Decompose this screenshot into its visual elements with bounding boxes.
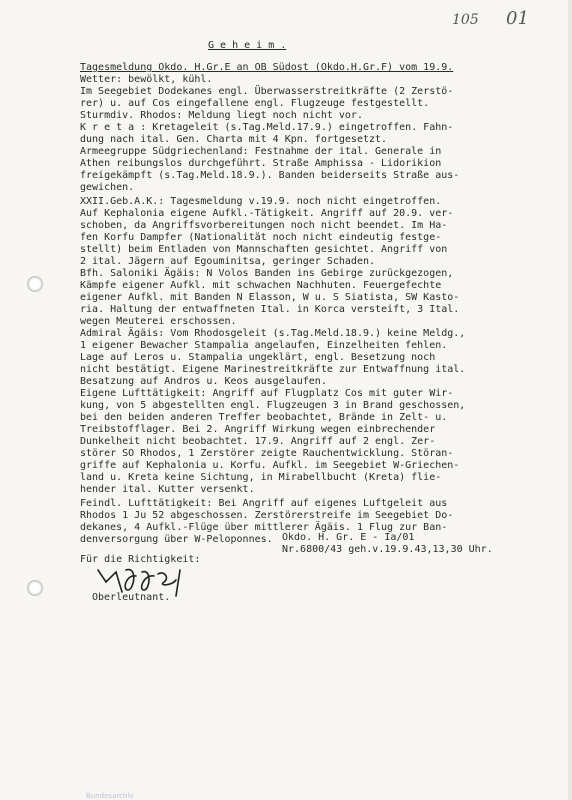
body-line: 2 ital. Jägern auf Egouminitsa, geringer Schaden. (80, 256, 376, 267)
archive-stamp: Bundesarchiv (86, 792, 134, 800)
body-line: Dunkelheit nicht beobachtet. 17.9. Angriff auf 2 engl. Zer- (80, 436, 436, 447)
body-line: Sturmdiv. Rhodos: Meldung liegt noch nicht vor. (80, 110, 363, 121)
body-line: bei den beiden anderen Treffer beobachtet, Brände in Zelt- u. (80, 412, 448, 423)
body-line: eigener Aufkl. mit Banden N Elasson, W u. S Siatista, SW Kasto- (80, 292, 460, 303)
body-line: Feindl. Lufttätigkeit: Bei Angriff auf eigenes Luftgeleit aus (80, 498, 448, 509)
body-line: gewichen. (80, 182, 135, 193)
rank-line: Oberleutnant. (92, 592, 171, 603)
body-line: Im Seegebiet Dodekanes engl. Überwasserstreitkräfte (2 Zerstö- (80, 86, 454, 97)
punch-hole-bottom (27, 580, 43, 596)
body-line: freigekämpft (s.Tag.Meld.18.9.). Banden beiderseits Straße aus- (80, 170, 460, 181)
body-line: dung nach ital. Gen. Charta mit 4 Kpn. fortgesetzt. (80, 134, 388, 145)
body-line: dekanes, 4 Aufkl.-Flüge über mittlerer Ägäis. 1 Flug zur Ban- (80, 522, 448, 533)
body-line: griffe auf Kephalonia u. Korfu. Aufkl. im Seegebiet W-Griechen- (80, 460, 460, 471)
report-title: Tagesmeldung Okdo. H.Gr.E an OB Südost (Okdo.H.Gr.F) vom 19.9. (80, 62, 454, 73)
body-line: Lage auf Leros u. Stampalia ungeklärt, engl. Besetzung noch (80, 352, 436, 363)
punch-hole-top (27, 276, 43, 292)
body-line: ria. Haltung der entwaffneten Ital. in Korca versteift, 3 Ital. (80, 304, 460, 315)
body-line: hender ital. Kutter versenkt. (80, 484, 255, 495)
body-line: schoben, da Angriffsvorbereitungen noch nicht beendet. Im Ha- (80, 220, 448, 231)
body-line: kung, von 5 abgestellten engl. Flugzeugen 3 in Brand geschossen, (80, 400, 466, 411)
body-line: Auf Kephalonia eigene Aufkl.-Tätigkeit. Angriff auf 20.9. ver- (80, 208, 454, 219)
classification-heading: G e h e i m . (208, 40, 287, 51)
body-line: Rhodos 1 Ju 52 abgeschossen. Zerstörerstreife im Seegebiet Do- (80, 510, 454, 521)
body-line: Armeegruppe Südgriechenland: Festnahme der ital. Generale in (80, 146, 442, 157)
sender-line: Okdo. H. Gr. E - Ia/01 (282, 532, 415, 543)
body-line: Besatzung auf Andros u. Keos ausgelaufen. (80, 376, 327, 387)
page-edge (568, 0, 572, 800)
body-line: fen Korfu Dampfer (Nationalität noch nicht eindeutig festge- (80, 232, 442, 243)
body-line: Athen reibungslos durchgeführt. Straße Amphissa - Lidorikion (80, 158, 442, 169)
body-line: Kämpfe eigener Aufkl. mit schwachen Nachhuten. Feuergefechte (80, 280, 442, 291)
body-line: land u. Kreta keine Sichtung, in Mirabellbucht (Kreta) flie- (80, 472, 442, 483)
body-line: wegen Meuterei erschossen. (80, 316, 237, 327)
body-line: 1 eigener Bewacher Stampalia angelaufen, Einzelheiten fehlen. (80, 340, 448, 351)
body-line: Wetter: bewölkt, kühl. (80, 74, 213, 85)
pencil-folio-mark: 01 (506, 8, 529, 29)
pencil-page-number: 105 (452, 12, 479, 28)
body-line: stellt) beim Entladen von Mannschaften gesichtet. Angriff von (80, 244, 448, 255)
body-line: störer SO Rhodos, 1 Zerstörer zeigte Rauchentwicklung. Störan- (80, 448, 454, 459)
body-line: rer) u. auf Cos eingefallene engl. Flugzeuge festgestellt. (80, 98, 430, 109)
body-line: K r e t a : Kretageleit (s.Tag.Meld.17.9.) eingetroffen. Fahn- (80, 122, 454, 133)
body-line: denversorgung über W-Peloponnes. (80, 534, 273, 545)
body-line: nicht bestätigt. Eigene Marinestreitkräfte zur Entwaffnung ital. (80, 364, 466, 375)
body-line: Eigene Lufttätigkeit: Angriff auf Flugplatz Cos mit guter Wir- (80, 388, 454, 399)
reference-line: Nr.6800/43 geh.v.19.9.43,13,30 Uhr. (282, 544, 493, 555)
body-line: Treibstofflager. Bei 2. Angriff Wirkung wegen einbrechender (80, 424, 436, 435)
body-line: Admiral Ägäis: Vom Rhodosgeleit (s.Tag.Meld.18.9.) keine Meldg., (80, 328, 466, 339)
body-line: XXII.Geb.A.K.: Tagesmeldung v.19.9. noch nicht eingetroffen. (80, 196, 442, 207)
body-line: Bfh. Saloniki Ägäis: N Volos Banden ins Gebirge zurückgezogen, (80, 268, 454, 279)
certification-line: Für die Richtigkeit: (80, 554, 201, 565)
